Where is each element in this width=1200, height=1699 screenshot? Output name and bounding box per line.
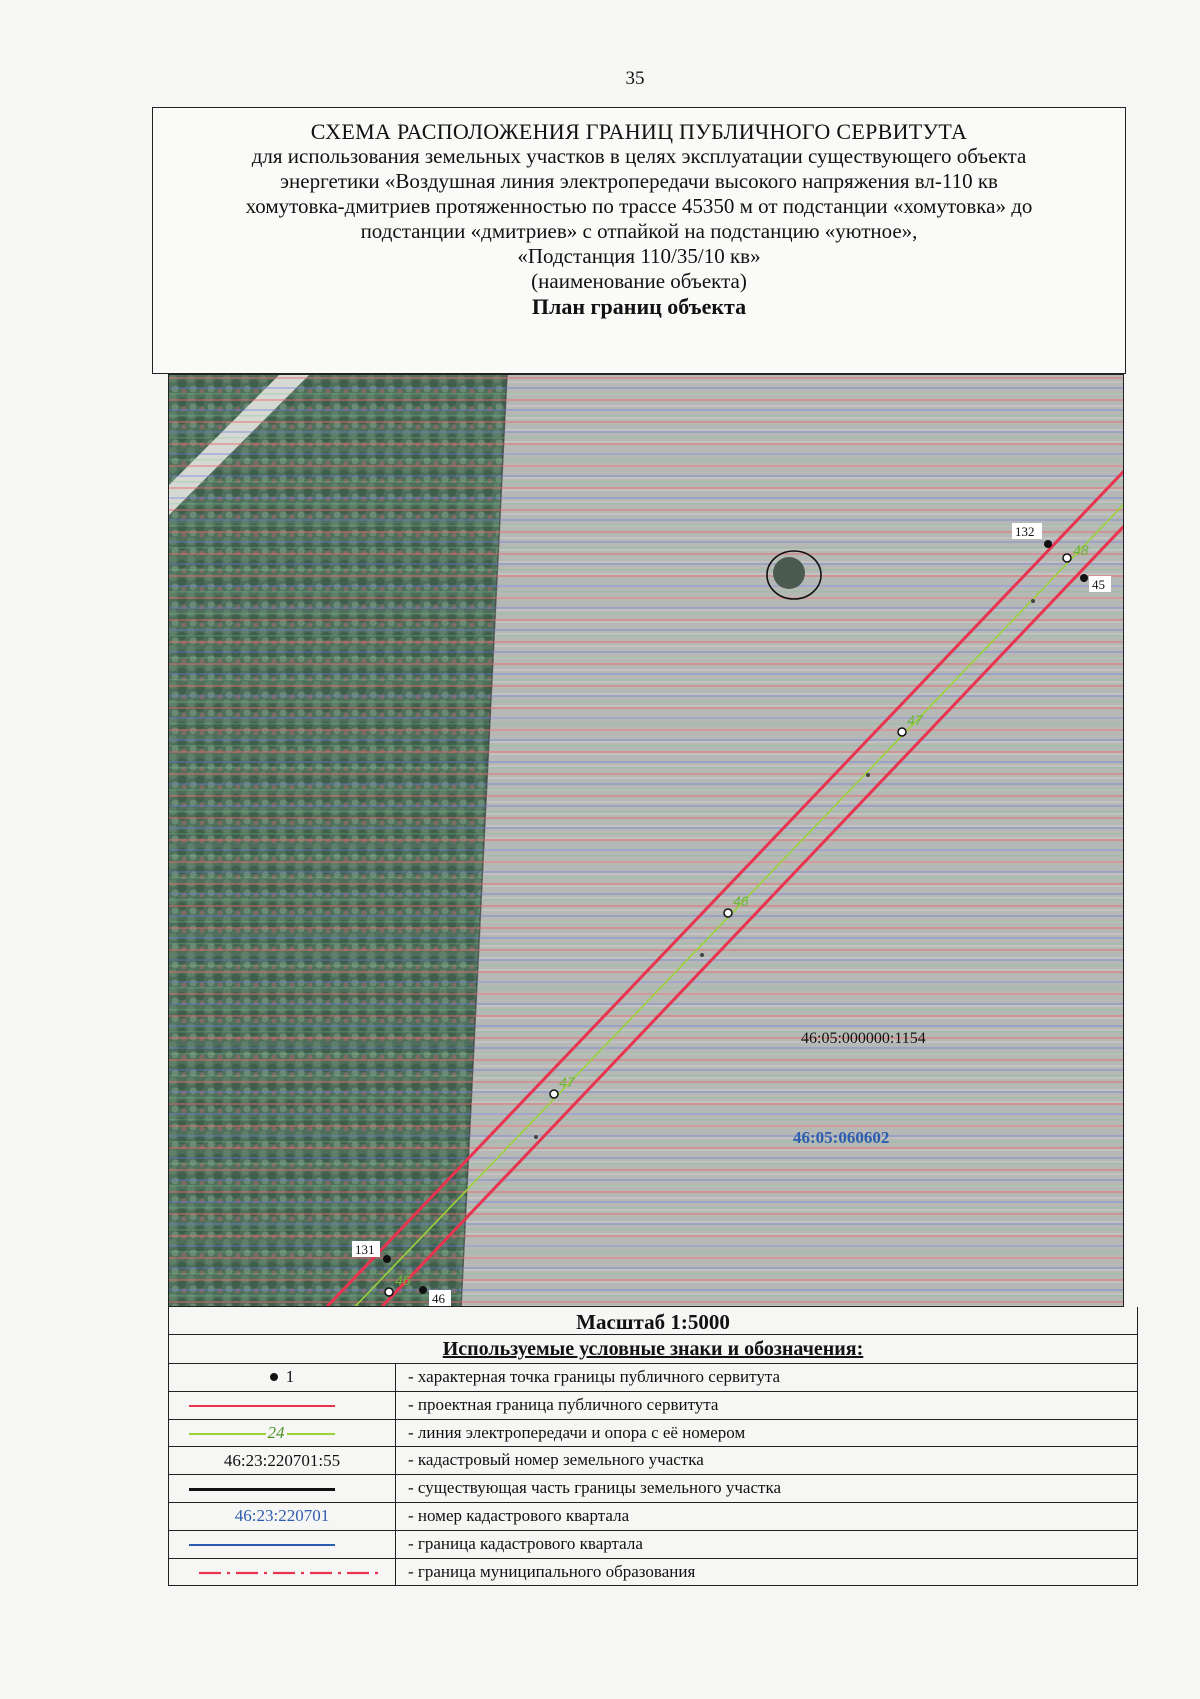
legend-description: - характерная точка границы публичного сервитута xyxy=(408,1367,781,1386)
black-line-icon xyxy=(189,1488,335,1491)
page-number: 35 xyxy=(625,68,645,89)
blue-line-icon xyxy=(189,1544,335,1546)
scan-stripes xyxy=(169,375,1124,1307)
title-block xyxy=(152,107,1126,374)
title-line-6: «Подстанция 110/35/10 кв» xyxy=(517,244,761,268)
legend-symbol xyxy=(169,1531,396,1558)
title-line-5: подстанции «дмитриев» с отпайкой на подстанцию «уютное», xyxy=(360,219,918,243)
plan-subtitle: План границ объекта xyxy=(531,294,747,319)
dash-dot-line-icon xyxy=(199,1570,379,1576)
legend-symbol xyxy=(169,1475,396,1502)
point-label: 46 xyxy=(432,1291,445,1306)
legend-row xyxy=(169,1392,1137,1420)
legend-symbol xyxy=(169,1420,396,1447)
legend-description: - граница муниципального образования xyxy=(408,1561,696,1581)
legend-description: - граница кадастрового квартала xyxy=(408,1533,643,1553)
legend-row xyxy=(169,1420,1137,1448)
ground-marker xyxy=(700,953,704,957)
legend-description: - проектная граница публичного сервитута xyxy=(408,1394,719,1414)
ground-marker xyxy=(866,773,870,777)
legend-row xyxy=(169,1475,1137,1503)
legend-symbol-text: 24 xyxy=(267,1422,285,1442)
support-label: 48 xyxy=(1073,542,1089,558)
legend-symbol xyxy=(169,1503,396,1530)
support-label: 46 xyxy=(733,893,749,909)
map-scale: Масштаб 1:5000 xyxy=(168,1307,1138,1335)
support-label: 47 xyxy=(907,712,923,728)
power-line-icon xyxy=(189,1433,335,1435)
legend-symbol-text: 1 xyxy=(285,1367,295,1387)
legend-symbol-text: 46:23:220701:55 xyxy=(223,1450,341,1470)
title-heading: СХЕМА РАСПОЛОЖЕНИЯ ГРАНИЦ ПУБЛИЧНОГО СЕРВИТУТА xyxy=(310,119,968,144)
legend-description: - номер кадастрового квартала xyxy=(408,1505,630,1525)
support-label: 47 xyxy=(559,1074,575,1090)
point-label: 131 xyxy=(355,1242,375,1257)
legend-symbol-text: 46:23:220701 xyxy=(234,1506,330,1526)
parcel-number-label[interactable]: 46:05:000000:1154 xyxy=(801,1030,926,1047)
legend-table xyxy=(168,1335,1138,1586)
point-label: 45 xyxy=(1092,577,1105,592)
legend-row xyxy=(169,1364,1137,1392)
legend-symbol xyxy=(169,1559,396,1586)
point-label: 132 xyxy=(1015,524,1035,539)
legend-row xyxy=(169,1559,1137,1586)
legend-description: - существующая часть границы земельного участка xyxy=(408,1478,781,1498)
title-line-3: энергетики «Воздушная линия электропередачи высокого напряжения вл-110 кв xyxy=(280,169,998,193)
quarter-number-label[interactable]: 46:05:060602 xyxy=(793,1128,890,1147)
title-line-7: (наименование объекта) xyxy=(531,269,747,293)
tree xyxy=(773,557,805,589)
legend-heading: Используемые условные знаки и обозначения: xyxy=(169,1335,1137,1364)
legend-row xyxy=(169,1503,1137,1531)
ground-marker xyxy=(1031,599,1035,603)
legend-row xyxy=(169,1447,1137,1475)
legend-row xyxy=(169,1531,1137,1559)
legend-symbol xyxy=(169,1447,396,1474)
ground-marker xyxy=(534,1135,538,1139)
title-line-4: хомутовка-дмитриев протяженностью по трассе 45350 м от подстанции «хомутовка» до xyxy=(245,194,1033,218)
map-view[interactable] xyxy=(168,374,1124,1307)
legend-description: - линия электропередачи и опора с её номером xyxy=(408,1422,746,1442)
legend-symbol xyxy=(169,1392,396,1419)
point-dot-icon xyxy=(270,1373,278,1381)
legend-description: - кадастровый номер земельного участка xyxy=(408,1450,704,1470)
title-line-2: для использования земельных участков в целях эксплуатации существующего объекта xyxy=(251,144,1027,168)
red-line-icon xyxy=(189,1405,335,1408)
support-label: 46 xyxy=(395,1272,411,1288)
legend-symbol xyxy=(169,1364,396,1391)
